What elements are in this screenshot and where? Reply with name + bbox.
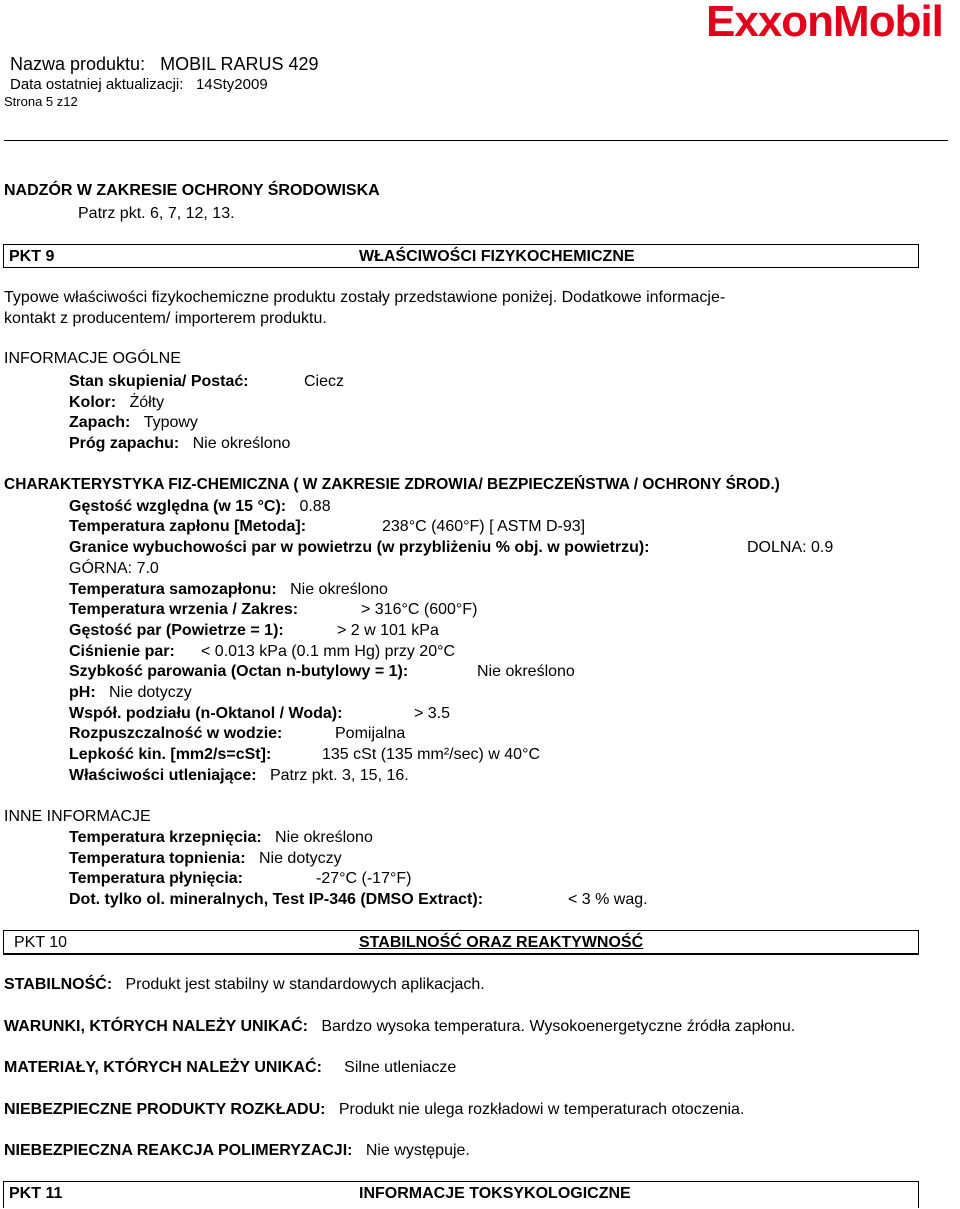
odor-threshold-label: Próg zapachu: [69, 435, 180, 452]
oxidizing-value: Patrz pkt. 3, 15, 16. [269, 767, 409, 784]
other-info-title: INNE INFORMACJE [4, 808, 151, 825]
env-title: NADZÓR W ZAKRESIE OCHRONY ŚRODOWISKA [4, 182, 380, 199]
stability-row [4, 976, 485, 994]
conditions-label: WARUNKI, KTÓRYCH NALEŻY UNIKAĆ: [4, 1018, 308, 1035]
section-11-title: INFORMACJE TOKSYKOLOGICZNE [359, 1185, 631, 1202]
intro-line-2: kontakt z producentem/ importerem produktu. [4, 310, 327, 327]
evaporation-label: Szybkość parowania (Octan n-butylowy = 1): [69, 663, 409, 680]
boiling-row [69, 601, 478, 619]
freezing-value: Nie określono [275, 829, 373, 846]
explosive-upper-value: GÓRNA: 7.0 [69, 560, 159, 577]
polymerization-row [4, 1142, 470, 1160]
partition-label: Współ. podziału (n-Oktanol / Woda): [69, 705, 343, 722]
odor-value: Typowy [143, 414, 198, 431]
autoignition-value: Nie określono [290, 581, 388, 598]
evaporation-row [69, 663, 575, 681]
vapor-density-value: > 2 w 101 kPa [337, 622, 439, 639]
physchem-title: CHARAKTERYSTYKA FIZ-CHEMICZNA ( W ZAKRESIE ZDROWIA/ BEZPIECZEŃSTWA / OCHRONY ŚROD.) [4, 476, 780, 493]
header-divider [4, 140, 948, 141]
materials-value: Silne utleniacze [344, 1059, 457, 1076]
color-label: Kolor: [69, 394, 117, 411]
exxonmobil-logo [706, 0, 943, 44]
state-row [69, 373, 345, 391]
state-value: Ciecz [304, 373, 345, 390]
dmso-label: Dot. tylko ol. mineralnych, Test IP-346 (DMSO Extract): [69, 891, 484, 908]
stability-label: STABILNOŚĆ: [4, 976, 113, 993]
vapor-pressure-label: Ciśnienie par: [69, 643, 175, 660]
freezing-row [69, 829, 373, 847]
melting-value: Nie dotyczy [258, 850, 342, 867]
product-name: MOBIL RARUS 429 [160, 54, 319, 74]
density-row [69, 498, 331, 516]
product-label: Nazwa produktu: [10, 54, 146, 74]
date-value: 14Sty2009 [195, 76, 268, 93]
vapor-pressure-value: < 0.013 kPa (0.1 mm Hg) przy 20°C [201, 643, 456, 660]
state-label: Stan skupienia/ Postać: [69, 373, 249, 390]
melting-row [69, 850, 342, 868]
dmso-value: < 3 % wag. [568, 891, 648, 908]
odor-label: Zapach: [69, 414, 131, 431]
viscosity-row [69, 746, 541, 764]
explosive-lower-value: DOLNA: 0.9 [747, 539, 834, 556]
density-value: 0.88 [299, 498, 331, 515]
section-9-label: PKT 9 [9, 248, 55, 265]
color-value: Żółty [129, 394, 165, 411]
conditions-value: Bardzo wysoka temperatura. Wysokoenergetyczne źródła zapłonu. [321, 1018, 796, 1035]
odor-threshold-row [69, 435, 290, 453]
vapor-pressure-row [69, 643, 456, 661]
pour-point-label: Temperatura płynięcia: [69, 870, 243, 887]
freezing-label: Temperatura krzepnięcia: [69, 829, 262, 846]
general-info-title: INFORMACJE OGÓLNE [4, 350, 181, 367]
flash-point-label: Temperatura zapłonu [Metoda]: [69, 518, 307, 535]
ph-value: Nie dotyczy [109, 684, 192, 701]
logo-text: ExxonMobil [706, 0, 943, 46]
partition-value: > 3.5 [414, 705, 451, 722]
melting-label: Temperatura topnienia: [69, 850, 246, 867]
odor-row [69, 414, 198, 432]
odor-threshold-value: Nie określono [192, 435, 291, 452]
evaporation-value: Nie określono [477, 663, 575, 680]
boiling-label: Temperatura wrzenia / Zakres: [69, 601, 299, 618]
conditions-row [4, 1018, 795, 1036]
explosive-limits-label: Granice wybuchowości par w powietrzu (w przybliżeniu % obj. w powietrzu): [69, 539, 650, 556]
intro-line-1: Typowe właściwości fizykochemiczne produktu zostały przedstawione poniżej. Dodatkowe informacje- [4, 289, 726, 306]
polymerization-value: Nie występuje. [365, 1142, 470, 1159]
oxidizing-row [69, 767, 409, 785]
solubility-value: Pomijalna [335, 725, 406, 742]
section-10-header [3, 930, 919, 955]
color-row [69, 394, 164, 412]
explosive-limits-row [69, 539, 834, 557]
materials-row [4, 1059, 456, 1077]
section-10-label: PKT 10 [14, 934, 68, 951]
section-9-title: WŁAŚCIWOŚCI FIZYKOCHEMICZNE [359, 248, 635, 265]
page-number: Strona 5 z12 [4, 94, 78, 109]
date-label: Data ostatniej aktualizacji: [10, 76, 184, 93]
polymerization-label: NIEBEZPIECZNA REAKCJA POLIMERYZACJI: [4, 1142, 353, 1159]
autoignition-label: Temperatura samozapłonu: [69, 581, 277, 598]
section-11-label: PKT 11 [9, 1185, 63, 1202]
ph-label: pH: [69, 684, 96, 701]
oxidizing-label: Właściwości utleniające: [69, 767, 257, 784]
decomposition-value: Produkt nie ulega rozkładowi w temperaturach otoczenia. [338, 1101, 745, 1118]
product-name-line [10, 54, 318, 75]
viscosity-value: 135 cSt (135 mm²/sec) w 40°C [322, 746, 541, 763]
density-label: Gęstość względna (w 15 °C): [69, 498, 287, 515]
section-9-header [3, 244, 919, 268]
partition-row [69, 705, 451, 723]
materials-label: MATERIAŁY, KTÓRYCH NALEŻY UNIKAĆ: [4, 1059, 322, 1076]
solubility-label: Rozpuszczalność w wodzie: [69, 725, 283, 742]
decomposition-row [4, 1101, 744, 1119]
stability-value: Produkt jest stabilny w standardowych aplikacjach. [125, 976, 485, 993]
pour-point-value: -27°C (-17°F) [316, 870, 412, 887]
pour-point-row [69, 870, 412, 888]
update-date-line [10, 76, 268, 93]
env-text: Patrz pkt. 6, 7, 12, 13. [78, 205, 235, 222]
autoignition-row [69, 581, 388, 599]
vapor-density-label: Gęstość par (Powietrze = 1): [69, 622, 284, 639]
decomposition-label: NIEBEZPIECZNE PRODUKTY ROZKŁADU: [4, 1101, 326, 1118]
viscosity-label: Lepkość kin. [mm2/s=cSt]: [69, 746, 272, 763]
dmso-row [69, 891, 648, 909]
flash-point-value: 238°C (460°F) [ ASTM D-93] [382, 518, 586, 535]
ph-row [69, 684, 192, 702]
section-11-header [3, 1181, 919, 1208]
vapor-density-row [69, 622, 439, 640]
section-10-title: STABILNOŚĆ ORAZ REAKTYWNOŚĆ [359, 934, 644, 951]
solubility-row [69, 725, 406, 743]
flash-point-row [69, 518, 586, 536]
boiling-value: > 316°C (600°F) [361, 601, 478, 618]
